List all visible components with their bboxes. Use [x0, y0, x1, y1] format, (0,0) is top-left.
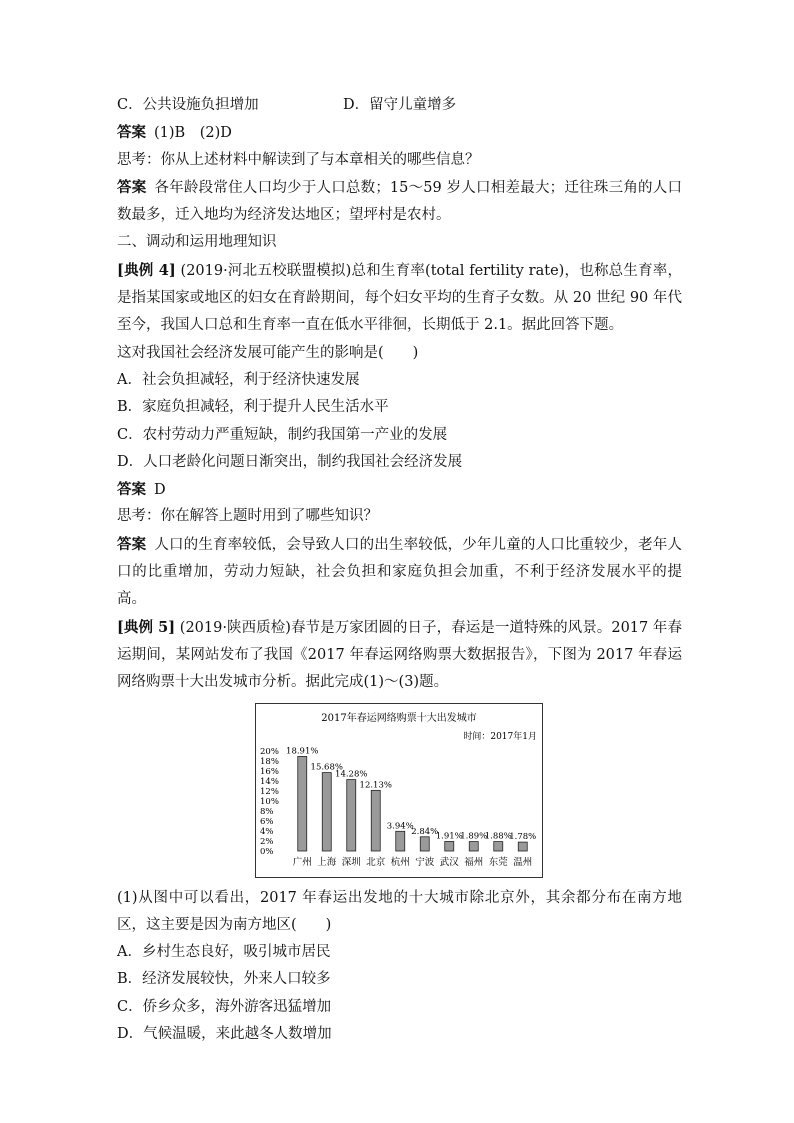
- x-category-label: 北京: [366, 856, 386, 868]
- answer-label: 答案: [117, 178, 147, 196]
- x-category-label: 杭州: [390, 856, 410, 868]
- x-category-label: 武汉: [439, 856, 459, 868]
- y-tick-label: 2%: [260, 836, 274, 847]
- example-4-paragraph: [117, 257, 682, 340]
- option-b: B．经济发展较快，外来人口较多: [117, 971, 331, 988]
- bar-value-label: 18.91%: [286, 745, 319, 756]
- options-row: [117, 92, 682, 119]
- y-tick-label: 12%: [260, 786, 279, 797]
- example-label: [典例 4]: [117, 261, 176, 279]
- answer-text: D: [154, 482, 166, 499]
- y-tick-label: 8%: [260, 806, 274, 817]
- example-text: (2019·河北五校联盟模拟)总和生育率(total fertility rate)，也称总生育率，是指某国家或地区的妇女在育龄期间，每个妇女平均的生育子女数。从 20 世纪 90 年代至今，我国人口总和生育率一直在低水平徘徊，长期低于 2.1。据此回答下题。: [117, 262, 683, 334]
- answer-text: (1)B (2)D: [154, 125, 232, 142]
- bar: [469, 841, 478, 850]
- bar-value-label: 1.91%: [435, 830, 463, 841]
- option-c: C．公共设施负担增加: [117, 97, 259, 113]
- option-a: A．社会负担减轻，利于经济快速发展: [117, 371, 360, 388]
- answer-line: [117, 119, 682, 146]
- think-line: 思考：你从上述材料中解读到了与本章相关的哪些信息？: [117, 151, 480, 168]
- chart-title: 2017年春运网络购票十大出发城市: [321, 712, 477, 724]
- think-line: 思考：你在解答上题时用到了哪些知识？: [117, 508, 378, 525]
- chart-container: [117, 703, 682, 881]
- x-category-label: 深圳: [341, 856, 361, 868]
- bar-value-label: 3.94%: [386, 820, 414, 831]
- bar: [322, 772, 331, 850]
- answer-label: 答案: [117, 535, 147, 553]
- answer-text: 各年龄段常住人口均少于人口总数；15～59 岁人口相差最大；迁往珠三角的人口数最多，迁入地均为经济发达地区；望坪村是农村。: [117, 179, 683, 224]
- answer-line: [117, 476, 682, 503]
- option-d: D．气候温暖，来此越冬人数增加: [117, 1026, 332, 1043]
- y-tick-label: 4%: [260, 826, 274, 837]
- y-tick-label: 10%: [260, 796, 279, 807]
- y-tick-label: 14%: [260, 776, 279, 787]
- option-b: B．家庭负担减轻，利于提升人民生活水平: [117, 399, 389, 416]
- option-c: C．侨乡众多，海外游客迅猛增加: [117, 998, 332, 1015]
- x-category-label: 温州: [513, 856, 533, 868]
- x-category-label: 福州: [464, 856, 484, 868]
- x-category-label: 东莞: [488, 856, 508, 868]
- bar-value-label: 2.84%: [411, 826, 439, 837]
- bar-value-label: 15.68%: [310, 762, 343, 773]
- answer-label: 答案: [117, 481, 146, 499]
- option-c: C．农村劳动力严重短缺，制约我国第一产业的发展: [117, 426, 448, 443]
- bar-chart: [255, 703, 543, 878]
- answer-paragraph: [117, 531, 682, 614]
- x-category-label: 上海: [317, 856, 337, 868]
- bar-value-label: 1.88%: [484, 831, 512, 842]
- question-1-paragraph: (1)从图中可以看出，2017 年春运出发地的十大城市除北京外，其余都分布在南方地区，这主要是因为南方地区( ): [117, 889, 682, 933]
- chart-subtitle: 时间：2017年1月: [463, 731, 537, 742]
- document-page: [117, 92, 682, 1048]
- answer-label: 答案: [117, 124, 146, 142]
- answer-paragraph: [117, 174, 682, 230]
- option-d: D．人口老龄化问题日渐突出，制约我国社会经济发展: [117, 453, 463, 470]
- answer-text: 人口的生育率较低，会导致人口的出生率较低，少年儿童的人口比重较少，老年人口的比重增加，劳动力短缺，社会负担和家庭负担会加重，不利于经济发展水平的提高。: [117, 536, 683, 608]
- bar: [298, 756, 307, 851]
- example-5-paragraph: [117, 614, 682, 697]
- y-tick-label: 0%: [260, 846, 274, 857]
- example-label: [典例 5]: [117, 618, 176, 636]
- bar-value-label: 12.13%: [359, 779, 392, 790]
- y-tick-label: 6%: [260, 816, 274, 827]
- example-text: (2019·陕西质检)春节是万家团圆的日子，春运是一道特殊的风景。2017 年春运期间，某网站发布了我国《2017 年春运网络购票大数据报告》，下图为 2017 年春运网络购票十大出发城市分析。据此完成(1)～(3)题。: [117, 619, 682, 691]
- bar: [371, 790, 380, 851]
- bar: [347, 779, 356, 850]
- bar: [445, 841, 454, 851]
- y-tick-label: 16%: [260, 766, 279, 777]
- bar-value-label: 1.89%: [460, 831, 488, 842]
- x-category-label: 宁波: [415, 856, 435, 868]
- bar: [518, 842, 527, 851]
- option-d: D．留守儿童增多: [343, 97, 457, 113]
- bar-value-label: 1.78%: [509, 831, 537, 842]
- option-a: A．乡村生态良好，吸引城市居民: [117, 944, 331, 961]
- y-tick-label: 18%: [260, 756, 279, 767]
- bar-value-label: 14.28%: [335, 769, 368, 780]
- section-title: 二、调动和运用地理知识: [117, 234, 277, 251]
- x-category-label: 广州: [292, 856, 312, 868]
- bar: [420, 836, 429, 850]
- bar: [494, 841, 503, 850]
- y-tick-label: 20%: [260, 746, 279, 757]
- question-line: 这对我国社会经济发展可能产生的影响是( ): [117, 344, 419, 361]
- bar: [396, 831, 405, 851]
